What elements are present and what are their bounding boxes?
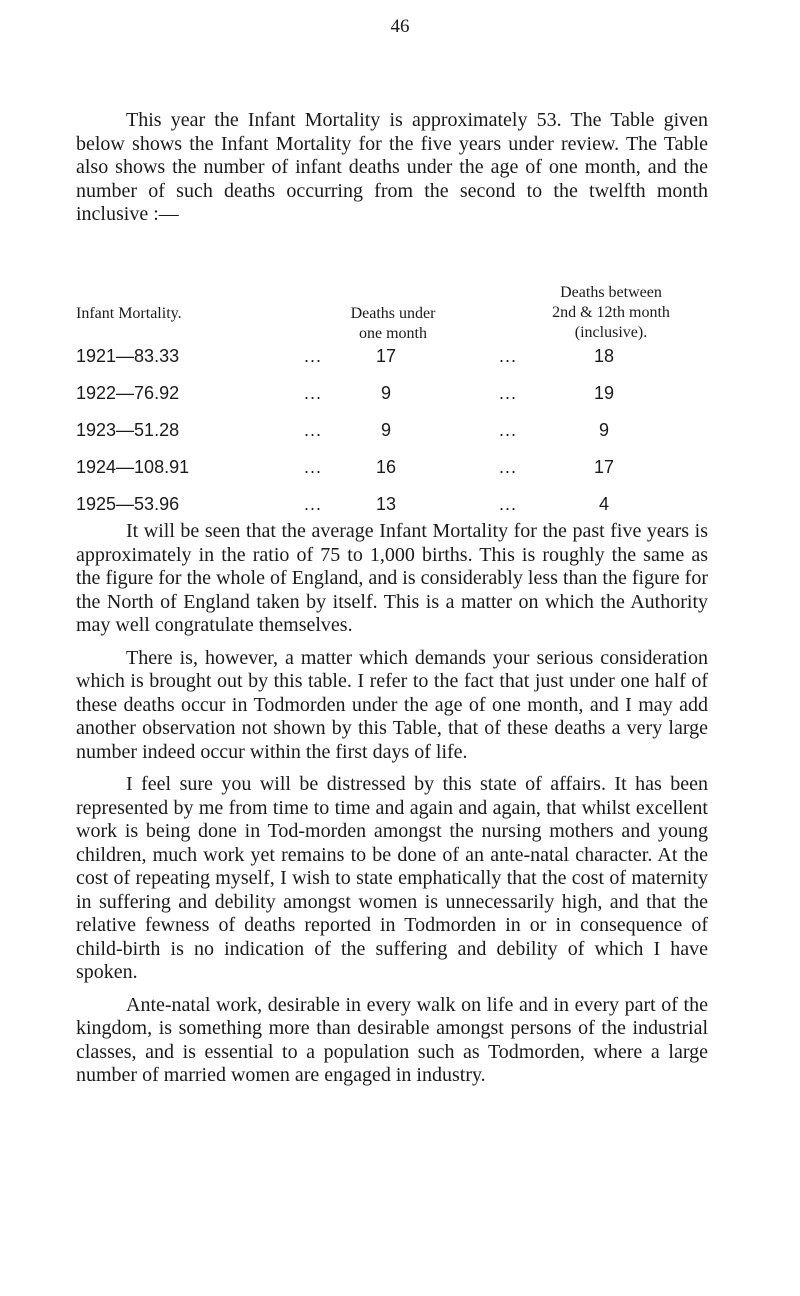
deaths-between-value: 18 (593, 346, 615, 366)
leader-dots: ... (498, 383, 517, 403)
header-deaths-between-line1: Deaths between (560, 284, 662, 301)
leader-dots: ... (303, 420, 322, 440)
deaths-between-value: 9 (598, 420, 609, 440)
deaths-under-value: 16 (375, 457, 397, 477)
year-rate: 1924—108.91 (76, 457, 190, 477)
table-row (76, 346, 716, 374)
body-paragraph: I feel sure you will be distressed by this state of affairs. It has been represented by me from time to time and again and again, that whilst excellent work is being done in Tod-morden amongst the nursing mothers and young children, much work yet remains to be done of an ante-natal character. At the cost of repeating myself, I wish to state emphatically that the cost of maternity in suffering and debility amongst women is unnecessarily high, and that the relative fewness of deaths reported in Todmorden in or in consequence of child-birth is no indication of the suffering and debility of which I have spoken. (76, 773, 708, 983)
header-deaths-between-line2: 2nd & 12th month (552, 304, 670, 321)
leader-dots: ... (498, 494, 517, 514)
header-deaths-under-one-month (318, 304, 468, 344)
deaths-between-value: 4 (598, 494, 609, 514)
deaths-under-value: 13 (375, 494, 397, 514)
page-number: 46 (390, 16, 410, 37)
table-row (76, 420, 716, 448)
leader-dots: ... (303, 346, 322, 366)
header-deaths-under-line2: one month (359, 325, 427, 342)
year-rate: 1922—76.92 (76, 383, 180, 403)
year-rate: 1925—53.96 (76, 494, 180, 514)
table-row (76, 383, 716, 411)
table-row (76, 457, 716, 485)
intro-paragraph: This year the Infant Mortality is approximately 53. The Table given below shows the Infant Mortality for the five years under review. The Table also shows the number of infant deaths under the age of one month, and the number of such deaths occurring from the second to the twelfth month inclusive :— (76, 109, 708, 225)
leader-dots: ... (498, 457, 517, 477)
infant-mortality-table (76, 264, 716, 514)
deaths-between-value: 17 (593, 457, 615, 477)
leader-dots: ... (303, 457, 322, 477)
body-paragraph: Ante-natal work, desirable in every walk on life and in every part of the kingdom, is something more than desirable amongst persons of the industrial classes, and is essential to a population such as Todmorden, where a large number of married women are engaged in industry. (76, 993, 708, 1086)
leader-dots: ... (303, 494, 322, 514)
leader-dots: ... (498, 420, 517, 440)
header-deaths-under-line1: Deaths under (350, 305, 436, 322)
header-deaths-between-line3: (inclusive). (574, 324, 648, 341)
body-section (76, 520, 708, 1088)
header-deaths-between (496, 283, 726, 343)
year-rate: 1921—83.33 (76, 346, 180, 366)
deaths-under-value: 9 (380, 420, 391, 440)
body-paragraph: It will be seen that the average Infant Mortality for the past five years is approximately in the ratio of 75 to 1,000 births. This is roughly the same as the figure for the whole of England, and is considerably less than the figure for the North of England taken by itself. This is a matter on which the Authority may well congratulate themselves. (76, 520, 708, 636)
year-rate: 1923—51.28 (76, 420, 180, 440)
deaths-under-value: 9 (380, 383, 391, 403)
deaths-between-value: 19 (593, 383, 615, 403)
intro-section (76, 109, 708, 227)
leader-dots: ... (303, 383, 322, 403)
table-row (76, 494, 716, 522)
body-paragraph: There is, however, a matter which demands your serious consideration which is brought out by this table. I refer to the fact that just under one half of these deaths occur in Todmorden under the age of one month, and I may add another observation not shown by this Table, that of these deaths a very large number indeed occur within the first days of life. (76, 646, 708, 763)
leader-dots: ... (498, 346, 517, 366)
deaths-under-value: 17 (375, 346, 397, 366)
header-infant-mortality: Infant Mortality. (76, 305, 182, 322)
